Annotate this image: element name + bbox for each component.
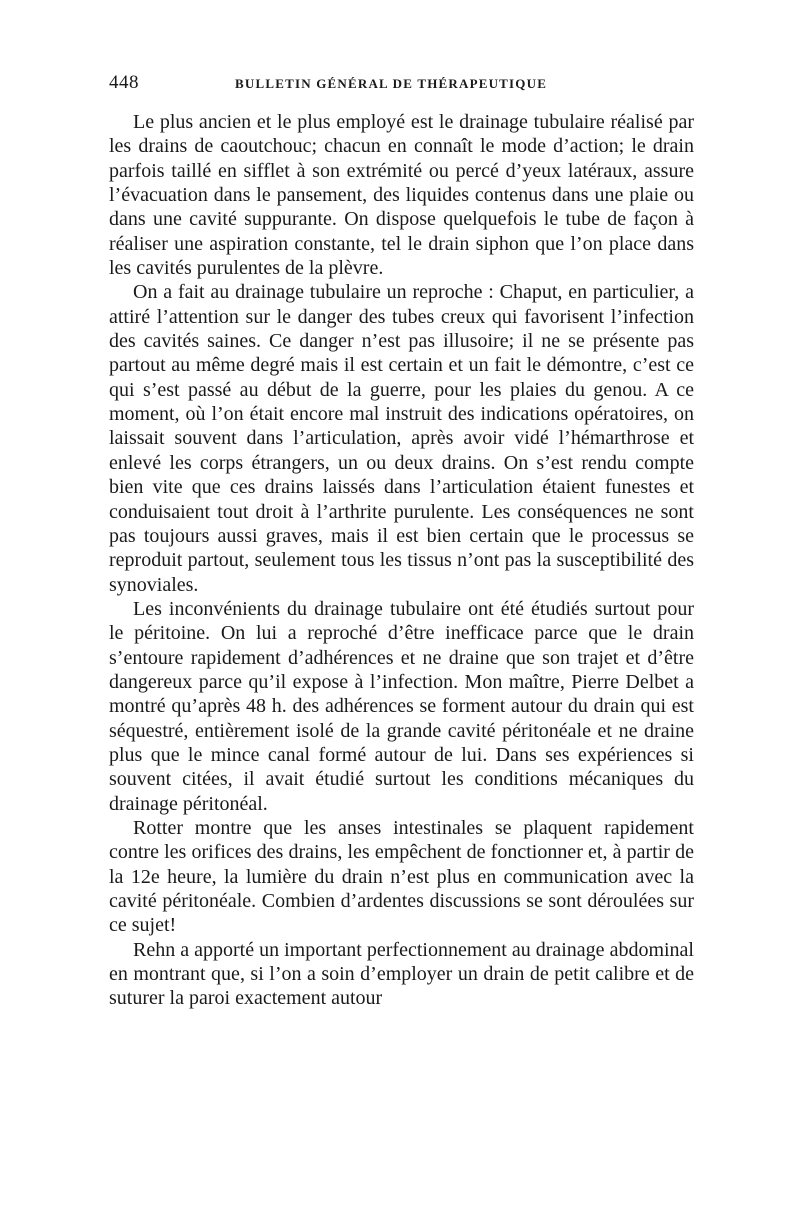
paragraph: On a fait au drainage tubulaire un reproche : Chaput, en particulier, a attiré l’attention sur le danger des tubes creux qui favorisent l’infection des cavités saines. Ce danger n’est pas illusoire; il ne se présente pas partout au même degré mais il est certain et un fait le démontre, c’est ce qui s’est passé au début de la guerre, pour les plaies du genou. A ce moment, où l’on était encore mal instruit des indications opératoires, on laissait souvent dans l’articulation, après avoir vidé l’hémarthrose et enlevé les corps étrangers, un ou deux drains. On s’est rendu compte bien vite que ces drains laissés dans l’articulation étaient funestes et conduisaient tout droit à l’arthrite purulente. Les conséquences ne sont pas toujours aussi graves, mais il est bien certain que le processus se reproduit partout, seulement tous les tissus n’ont pas la susceptibilité des synoviales. (109, 281, 694, 596)
paragraph: Les inconvénients du drainage tubulaire ont été étudiés surtout pour le péritoine. On lui a reproché d’être inefficace parce que le drain s’entoure rapidement d’adhérences et ne draine que son trajet et d’être dangereux parce qu’il expose à l’infection. Mon maître, Pierre Delbet a montré qu’après 48 h. des adhérences se forment autour du drain qui est séquestré, entièrement isolé de la grande cavité péritonéale et ne draine plus que le mince canal formé autour de lui. Dans ses expériences si souvent citées, il avait étudié surtout les conditions mécaniques du drainage péritonéal. (109, 597, 694, 815)
body-text (109, 110, 694, 1011)
page-number: 448 (109, 72, 139, 93)
running-title: BULLETIN GÉNÉRAL DE THÉRAPEUTIQUE (235, 76, 548, 91)
paragraph: Rehn a apporté un important perfectionnement au drainage abdominal en montrant que, si l’on a soin d’employer un drain de petit calibre et de suturer la paroi exactement autour (109, 938, 694, 1010)
paragraph: Rotter montre que les anses intestinales se plaquent rapidement contre les orifices des drains, les empêchent de fonctionner et, à partir de la 12e heure, la lumière du drain n’est plus en communication avec la cavité péritonéale. Combien d’ardentes discussions se sont déroulées sur ce sujet! (109, 816, 694, 937)
page-header (109, 72, 694, 100)
paragraph: Le plus ancien et le plus employé est le drainage tubulaire réalisé par les drains de caoutchouc; chacun en connaît le mode d’action; le drain parfois taillé en sifflet à son extrémité ou percé d’yeux latéraux, assure l’évacuation dans le pansement, des liquides contenus dans une plaie ou dans une cavité suppurante. On dispose quelquefois le tube de façon à réaliser une aspiration constante, tel le drain siphon que l’on place dans les cavités purulentes de la plèvre. (109, 111, 694, 280)
